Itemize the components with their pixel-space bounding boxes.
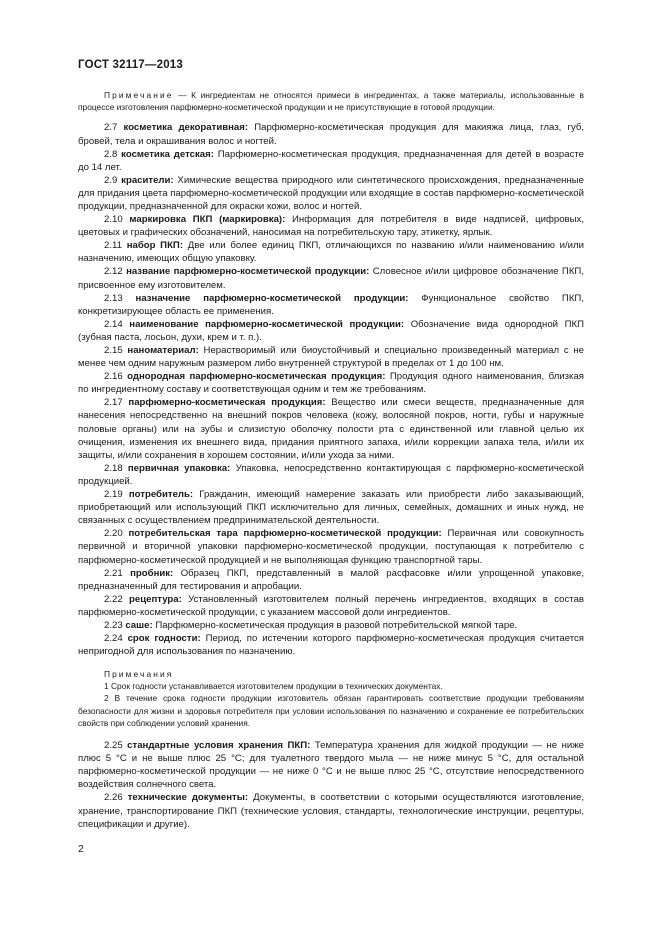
definition-number: 2.11: [104, 240, 122, 252]
definition-number: 2.8: [104, 148, 118, 160]
definition-item: [78, 567, 584, 593]
definition-item: [78, 370, 584, 396]
definitions-list: [78, 121, 584, 658]
definition-item: [78, 791, 584, 830]
definition-number: 2.17: [104, 397, 123, 409]
definition-item: [78, 462, 584, 488]
definition-item: [78, 318, 584, 344]
definition-term: пробник:: [130, 567, 174, 579]
definition-term: наноматериал:: [127, 345, 199, 356]
definition-number: 2.24: [104, 633, 123, 645]
definition-text: Первичная или совокупность первичной и вторичной упаковки парфюмерно-косметической продукции, поступающая к потребителю с парфюмерно-косметической продукцией и не выполняющая функцию транспортной тары.: [78, 528, 585, 566]
definition-term: однородная парфюмерно-косметическая продукция:: [127, 371, 386, 383]
definition-item: [78, 148, 584, 174]
standard-header: ГОСТ 32117—2013: [78, 59, 183, 71]
definition-number: 2.25: [104, 740, 123, 752]
definition-number: 2.22: [104, 593, 123, 605]
definition-text: Температура хранения для жидкой продукции — не ниже плюс 5 °С и не выше плюс 25 °С; для туалетного твердого мыла — не ниже минус 5 °С, для остальной парфюмерно-косметической продукции — не ниже 0 °С и не выше плюс 25 °С, отсутствие непосредственного воздействия солнечного света.: [78, 740, 584, 791]
page-number: 2: [78, 843, 84, 855]
definition-text: Нерастворимый или биоустойчивый и специально произведенный материал с не менее чем одним наружным размером либо внутренней структурой в пределах от 1 до 100 нм.: [78, 345, 584, 370]
definition-text: Обозначение вида однородной ПКП (зубная паста, лосьон, духи, крем и т. п.).: [78, 318, 584, 343]
definition-text: Парфюмерно-косметическая продукция в разовой потребительской мягкой таре.: [155, 619, 518, 631]
definition-number: 2.13: [104, 292, 123, 304]
definition-item: [78, 527, 584, 566]
definition-item: [78, 619, 584, 632]
definition-item: [78, 593, 584, 619]
definition-term: красители:: [121, 174, 174, 186]
definition-item: [78, 632, 584, 658]
definition-text: Функциональное свойство ПКП, конкретизирующее область ее применения.: [78, 292, 584, 317]
definition-number: 2.20: [104, 528, 123, 540]
definition-text: Две или более единиц ПКП, отличающихся по названию и/или наименованию и/или назначению, имеющих общую упаковку.: [78, 240, 584, 265]
definition-item: [78, 396, 584, 461]
definition-term: потребитель:: [128, 489, 194, 501]
definition-text: Парфюмерно-косметическая продукция для макияжа лица, глаз, губ, бровей, тела и окрашивания волос и ногтей.: [78, 122, 585, 147]
definition-item: [78, 239, 584, 265]
note-item: 1 Срок годности устанавливается изготовителем продукции в технических документах.: [104, 681, 443, 692]
definition-term: название парфюмерно-косметической продукции:: [126, 266, 370, 278]
definition-text: Химические вещества природного или синтетического происхождения, предназначенные для придания цвета парфюмерно-косметической продукции или входящие в состав парфюмерно-косметической продукции, предназначенной для окраски кожи, волос и ногтей.: [78, 174, 584, 212]
note-item: 2 В течение срока годности продукции изготовитель обязан гарантировать соответствие продукции требованиям безопасности для жизни и здоровья потребителя при условии использования по назначению и сохранение ее потребительских свойств при соблюдении условий хранения.: [78, 693, 584, 728]
definition-term: саше:: [125, 619, 153, 631]
definition-text: Документы, в соответствии с которыми осуществляются изготовление, хранение, транспортирование ПКП (технические условия, стандарты, технологические инструкции, рецептуры, спецификации и другие).: [78, 792, 585, 830]
definition-number: 2.19: [104, 489, 123, 501]
definition-text: Гражданин, имеющий намерение заказать или приобрести либо заказывающий, приобретающий или использующий ПКП исключительно для личных, семейных, домашних и иных нужд, не связанных с осуществлением предпринимательской деятельности.: [78, 489, 584, 527]
notes-block: [78, 668, 584, 729]
notes-title: Примечания: [104, 669, 174, 680]
definition-text: Словесное и/или цифровое обозначение ПКП, присвоенное ему изготовителем.: [78, 266, 584, 291]
definition-item: [78, 739, 584, 791]
definition-text: Образец ПКП, представленный в малой расфасовке и/или упрощенной упаковке, предназначенный для тестирования и апробации.: [78, 567, 585, 592]
definition-number: 2.23: [104, 619, 123, 631]
definition-term: набор ПКП:: [126, 240, 184, 252]
definitions-list-continued: [78, 739, 584, 831]
definition-term: косметика декоративная:: [123, 122, 249, 134]
definition-item: [78, 292, 584, 318]
definition-term: первичная упаковка:: [127, 462, 231, 474]
definition-text: Продукция одного наименования, близкая по ингредиентному составу и соответствующая одним и тем же требованиям.: [78, 371, 584, 396]
definition-item: [78, 344, 584, 370]
definition-number: 2.26: [104, 792, 123, 804]
definition-item: [78, 174, 584, 213]
definition-text: Упаковка, непосредственно контактирующая с парфюмерно-косметической продукцией.: [78, 462, 585, 487]
definition-text: Парфюмерно-косметическая продукция, предназначенная для детей в возрасте до 14 лет.: [78, 148, 584, 173]
definition-number: 2.12: [104, 266, 123, 278]
definition-term: технические документы:: [127, 792, 249, 804]
definition-text: Информация для потребителя в виде надписей, цифровых, цветовых и графических обозначений, наносимая на потребительскую тару, этикетку, ярлык.: [78, 214, 584, 239]
definition-term: наименование парфюмерно-косметической продукции:: [129, 318, 405, 330]
definition-number: 2.21: [104, 567, 123, 579]
definition-number: 2.16: [104, 371, 123, 383]
note-text: — К ингредиентам не относятся примеси в ингредиентах, а также материалы, использованные в процессе изготовления парфюмерно-косметической продукции и не присутствующие в готовой продукции.: [78, 90, 584, 113]
definition-item: [78, 213, 584, 239]
definition-item: [78, 265, 584, 291]
note-label: Примечание: [104, 90, 174, 100]
definition-number: 2.14: [104, 318, 123, 330]
page-content: [78, 89, 584, 831]
definition-term: потребительская тара парфюмерно-косметической продукции:: [128, 528, 442, 540]
definition-number: 2.18: [104, 462, 123, 474]
definition-text: Установленный изготовителем полный перечень ингредиентов, входящих в состав парфюмерно-косметической продукции, с указанием массовой доли ингредиентов.: [78, 593, 585, 618]
definition-number: 2.10: [104, 214, 123, 226]
definition-term: назначение парфюмерно-косметической продукции:: [135, 292, 409, 304]
definition-term: маркировка ПКП (маркировка):: [129, 214, 286, 226]
definition-number: 2.15: [104, 345, 123, 356]
definition-text: Вещество или смеси веществ, предназначенные для нанесения непосредственно на внешний покров человека (кожу, волосяной покров, ногти, губы и наружные половые органы) или на зубы и слизистую оболочку полости рта с единственной или главной целью их очищения, изменения их внешнего вида, придания приятного запаха, и/или коррекции запаха тела, и/или их защиты, и/или сохранения в хорошем состоянии, и/или ухода за ними.: [78, 397, 585, 461]
definition-item: [78, 121, 584, 147]
definition-term: рецептура:: [129, 593, 182, 605]
definition-text: Период, по истечении которого парфюмерно-косметическая продукция считается непригодной для использования по назначению.: [78, 633, 584, 658]
definition-term: срок годности:: [127, 633, 201, 645]
definition-number: 2.9: [104, 174, 118, 186]
top-note: [78, 89, 584, 113]
definition-term: стандартные условия хранения ПКП:: [127, 740, 311, 752]
definition-item: [78, 488, 584, 527]
definition-term: косметика детская:: [121, 148, 214, 160]
definition-number: 2.7: [104, 122, 118, 134]
definition-term: парфюмерно-косметическая продукция:: [128, 397, 326, 409]
